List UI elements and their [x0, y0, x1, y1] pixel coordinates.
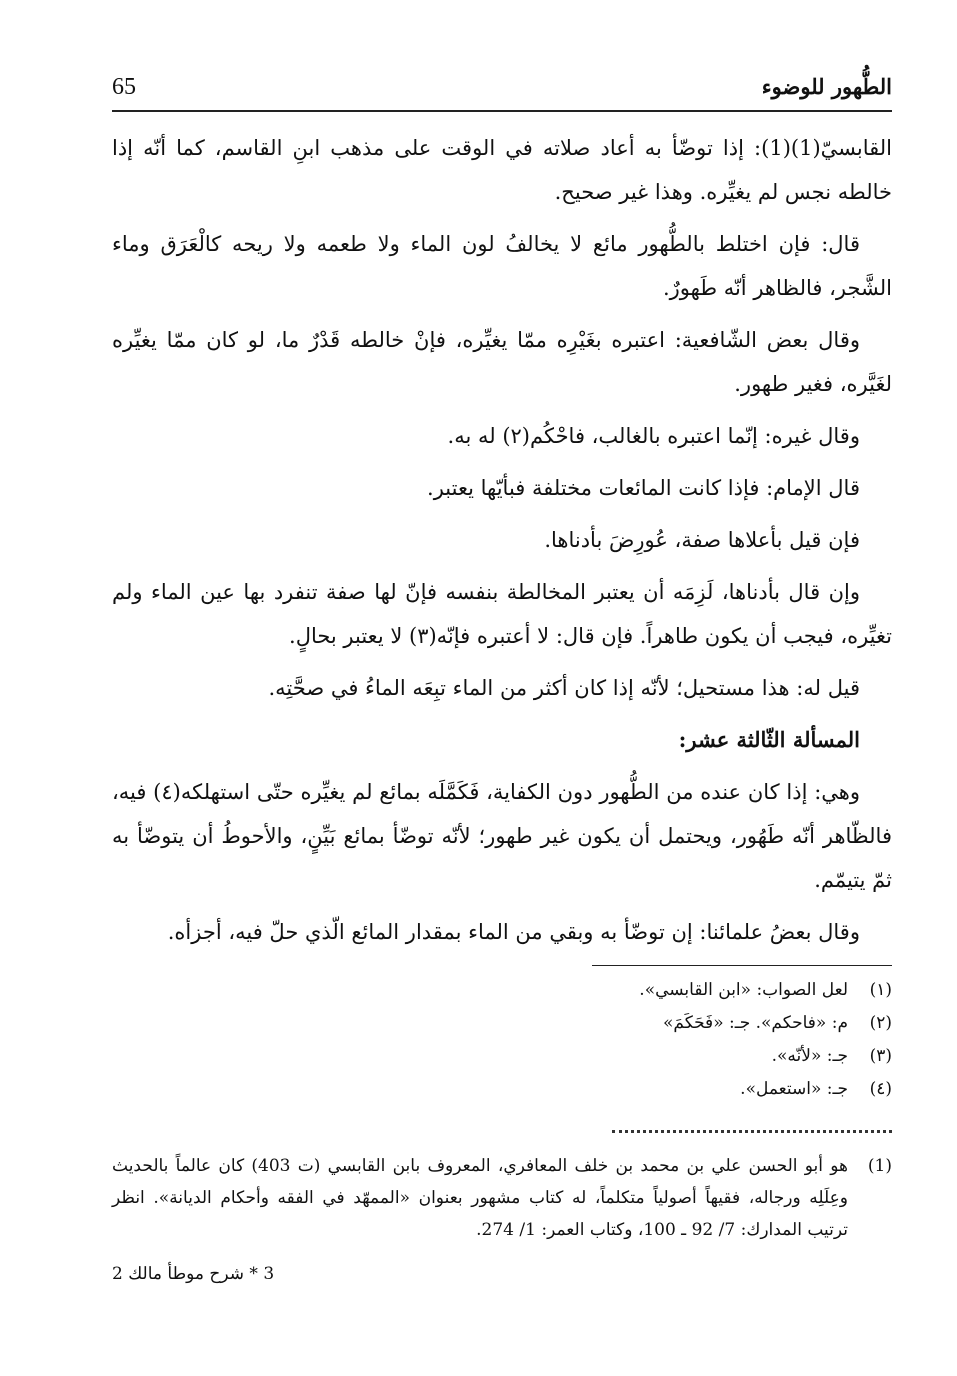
printer-signature: 3 * شرح موطأ مالك 2	[112, 1264, 275, 1284]
paragraph-3: وقال بعض الشّافعية: اعتبره بغَيْرِه ممّا يغيِّره، فإنْ خالطه قَدْرٌ ما، لو كان ممّا يغيِّره لغَيَّره، فغير طهور.	[112, 328, 892, 396]
paragraph-7: وإن قال بأدناها، لَزِمَه أن يعتبر المخالطة بنفسه فإنّ لها صفة تنفرد بها عين الماء ولم تغيِّره، فيجب أن يكون طاهراً. فإن قال: لا أعتبره فإنّه(٣) لا يعتبر بحالٍ.	[112, 580, 892, 648]
editor-note-number: (1)	[867, 1156, 892, 1176]
footnote-item	[420, 974, 892, 1007]
footnote-item	[420, 1007, 892, 1040]
editor-note-item	[112, 1150, 892, 1246]
footnote-number: (٢)	[869, 1013, 892, 1033]
paragraph-9: وهي: إذا كان عنده من الطُّهور دون الكفاية، فَكَمَّلَه بمائع لم يغيِّره حتّى استهلكه(٤) فيه، فالظّاهر أنّه طَهُور، ويحتمل أن يكون غير طهور؛ لأنّه توضّأ بمائع بَيِّنٍ، والأحوطُ أن يتوضّأ به ثمّ يتيمّم.	[112, 780, 892, 892]
page-number: 65	[112, 74, 136, 100]
paragraph-10: وقال بعضُ علمائنا: إن توضّأ به وبقي من الماء بمقدار المائع الّذي حلّ فيه، أجزأه.	[167, 920, 860, 944]
footnote-rule	[592, 965, 892, 966]
page-header	[112, 74, 892, 104]
editor-notes	[112, 1150, 892, 1246]
dotted-separator	[612, 1130, 892, 1133]
running-title: الطُّهور للوضوء	[761, 74, 892, 99]
footnote-text: م: «فاحكم». جـ: «فَحَكَمَ»	[662, 1013, 848, 1033]
footnote-item	[420, 1073, 892, 1106]
footnote-text: لعل الصواب: «ابن القابسي».	[639, 980, 848, 1000]
editor-note-text: هو أبو الحسن علي بن محمد بن خلف المعافري، المعروف بابن القابسي (ت 403) كان عالماً بالحديث وعِلَلِه ورجاله، فقيهاً أصولياً متكلماً، له كتاب مشهور بعنوان «الممهّد في الفقه وأحكام الديانة». انظر ترتيب المدارك: 7/ 92 ـ 100، وكتاب العمر: 1/ 274.	[112, 1156, 848, 1240]
section-heading: المسألة الثّالثة عشر:	[678, 727, 860, 752]
manuscript-footnotes	[420, 974, 892, 1106]
footnote-text: جـ: «لأنّه».	[771, 1046, 848, 1066]
footnote-text: جـ: «استعمل».	[740, 1079, 848, 1099]
paragraph-6: فإن قيل بأعلاها صفة، عُورِضَ بأدناها.	[544, 528, 860, 552]
paragraph-1: القابسيّ(1)(1): إذا توضّأ به أعاد صلاته في الوقت على مذهب ابنِ القاسم، كما أنّه إذا خالطه نجس لم يغيِّره. وهذا غير صحيح.	[112, 136, 892, 204]
paragraph-8: قيل له: هذا مستحيل؛ لأنّه إذا كان أكثر من الماء تبِعَه الماءُ في صحَّتِه.	[268, 676, 860, 700]
footnote-number: (٤)	[869, 1079, 892, 1099]
footnote-number: (١)	[869, 980, 892, 1000]
footnote-number: (٣)	[869, 1046, 892, 1066]
main-text	[112, 126, 892, 962]
paragraph-5: قال الإمام: فإذا كانت المائعات مختلفة فبأيّها يعتبر.	[427, 476, 860, 500]
paragraph-2: قال: فإن اختلط بالطُّهور مائع لا يخالفُ لون الماء ولا طعمه ولا ريحه كالْعَرَق وماء الشَّجر، فالظاهر أنّه طَهورٌ.	[112, 232, 892, 300]
paragraph-4: وقال غيره: إنّما اعتبره بالغالب، فاحْكُم(٢) له به.	[447, 424, 860, 448]
header-rule	[112, 110, 892, 112]
footnote-item	[420, 1040, 892, 1073]
